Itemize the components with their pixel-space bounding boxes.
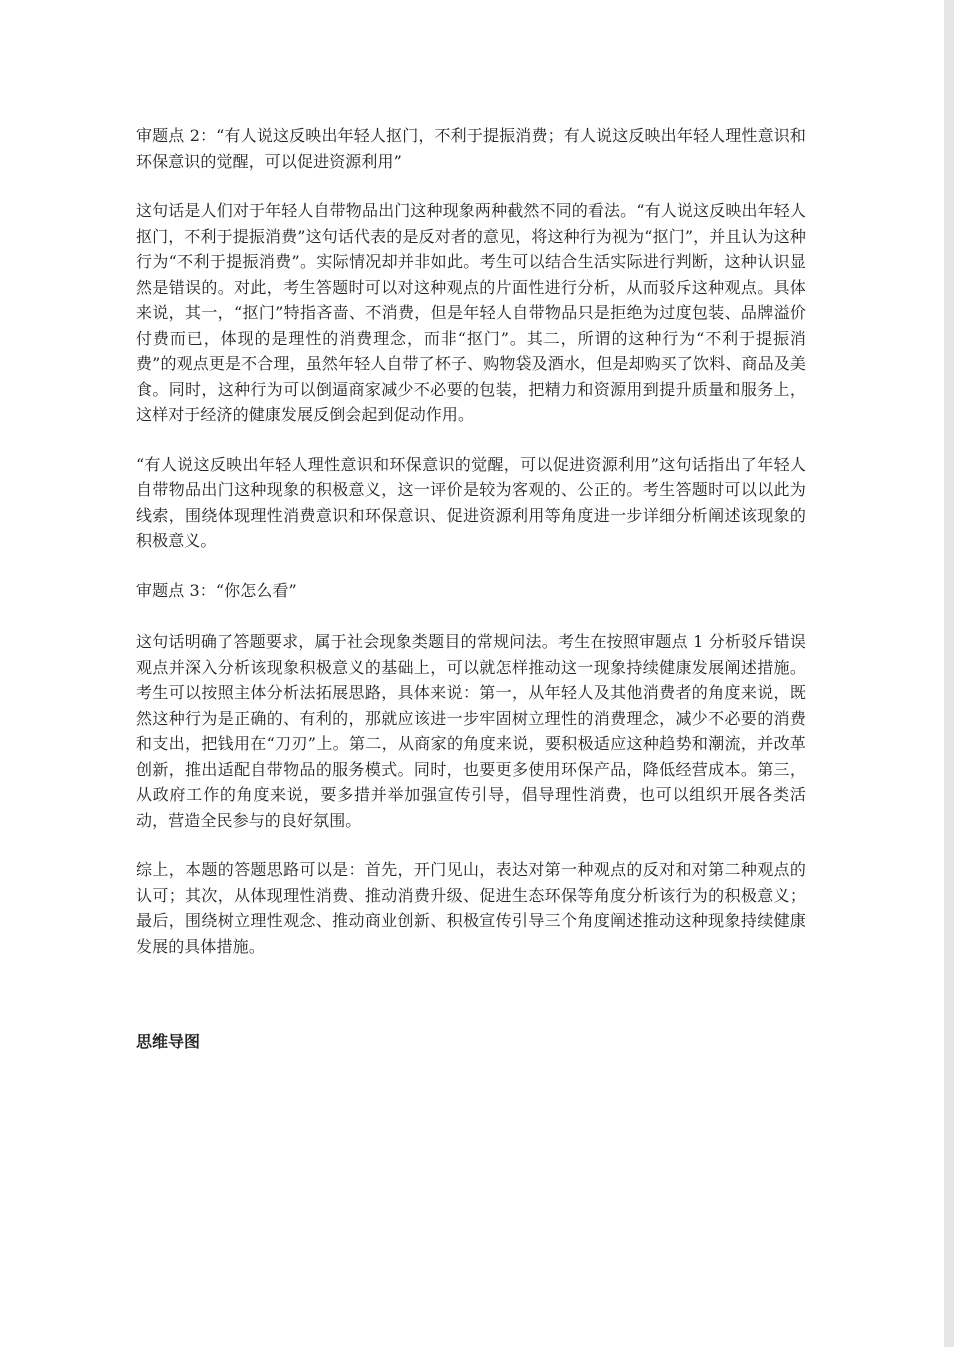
paragraph-opposing-view-analysis: 这句话是人们对于年轻人自带物品出门这种现象两种截然不同的看法。“有人说这反映出年轻人抠门，不利于提振消费”这句话代表的是反对者的意见，将这种行为视为“抠门”，并且认为这种行为“不利于提振消费”。实际情况却并非如此。考生可以结合生活实际进行判断，这种认识显然是错误的。对此，考生答题时可以对这种观点的片面性进行分析，从而驳斥这种观点。具体来说，其一，“抠门”特指吝啬、不消费，但是年轻人自带物品只是拒绝为过度包装、品牌溢价付费而已，体现的是理性的消费理念，而非“抠门”。其二，所谓的这种行为“不利于提振消费”的观点更是不合理，虽然年轻人自带了杯子、购物袋及酒水，但是却购买了饮料、商品及美食。同时，这种行为可以倒逼商家减少不必要的包装，把精力和资源用到提升质量和服务上，这样对于经济的健康发展反倒会起到促动作用。 (136, 201, 806, 424)
paragraph-positive-view-analysis: “有人说这反映出年轻人理性意识和环保意识的觉醒，可以促进资源利用”这句话指出了年轻人自带物品出门这种现象的积极意义，这一评价是较为客观的、公正的。考生答题时可以以此为线索，围绕体现理性消费意识和环保意识、促进资源利用等角度进一步详细分析阐述该现象的积极意义。 (136, 454, 806, 550)
page-gutter (944, 0, 954, 1347)
paragraph-summary: 综上，本题的答题思路可以是：首先，开门见山，表达对第一种观点的反对和对第二种观点的认可；其次，从体现理性消费、推动消费升级、促进生态环保等角度分析该行为的积极意义；最后，围绕树立理性观念、推动商业创新、积极宣传引导三个角度阐述推动这种现象持续健康发展的具体措施。 (136, 860, 806, 956)
paragraph-measures: 这句话明确了答题要求，属于社会现象类题目的常规问法。考生在按照审题点 1 分析驳斥错误观点并深入分析该现象积极意义的基础上，可以就怎样推动这一现象持续健康发展阐述措施。考生可以按照主体分析法拓展思路，具体来说：第一，从年轻人及其他消费者的角度来说，既然这种行为是正确的、有利的，那就应该进一步牢固树立理性的消费理念，减少不必要的消费和支出，把钱用在“刀刃”上。第二，从商家的角度来说，要积极适应这种趋势和潮流，并改革创新，推出适配自带物品的服务模式。同时，也要更多使用环保产品，降低经营成本。第三，从政府工作的角度来说，要多措并举加强宣传引导，倡导理性消费，也可以组织开展各类活动，营造全民参与的良好氛围。 (136, 632, 806, 830)
document-body (136, 123, 806, 983)
review-point-3-heading: 审题点 3：“你怎么看” (136, 580, 297, 600)
review-point-2-heading: 审题点 2：“有人说这反映出年轻人抠门，不利于提振消费；有人说这反映出年轻人理性意识和环保意识的觉醒，可以促进资源利用” (136, 126, 806, 171)
mind-map-heading: 思维导图 (136, 1032, 201, 1051)
